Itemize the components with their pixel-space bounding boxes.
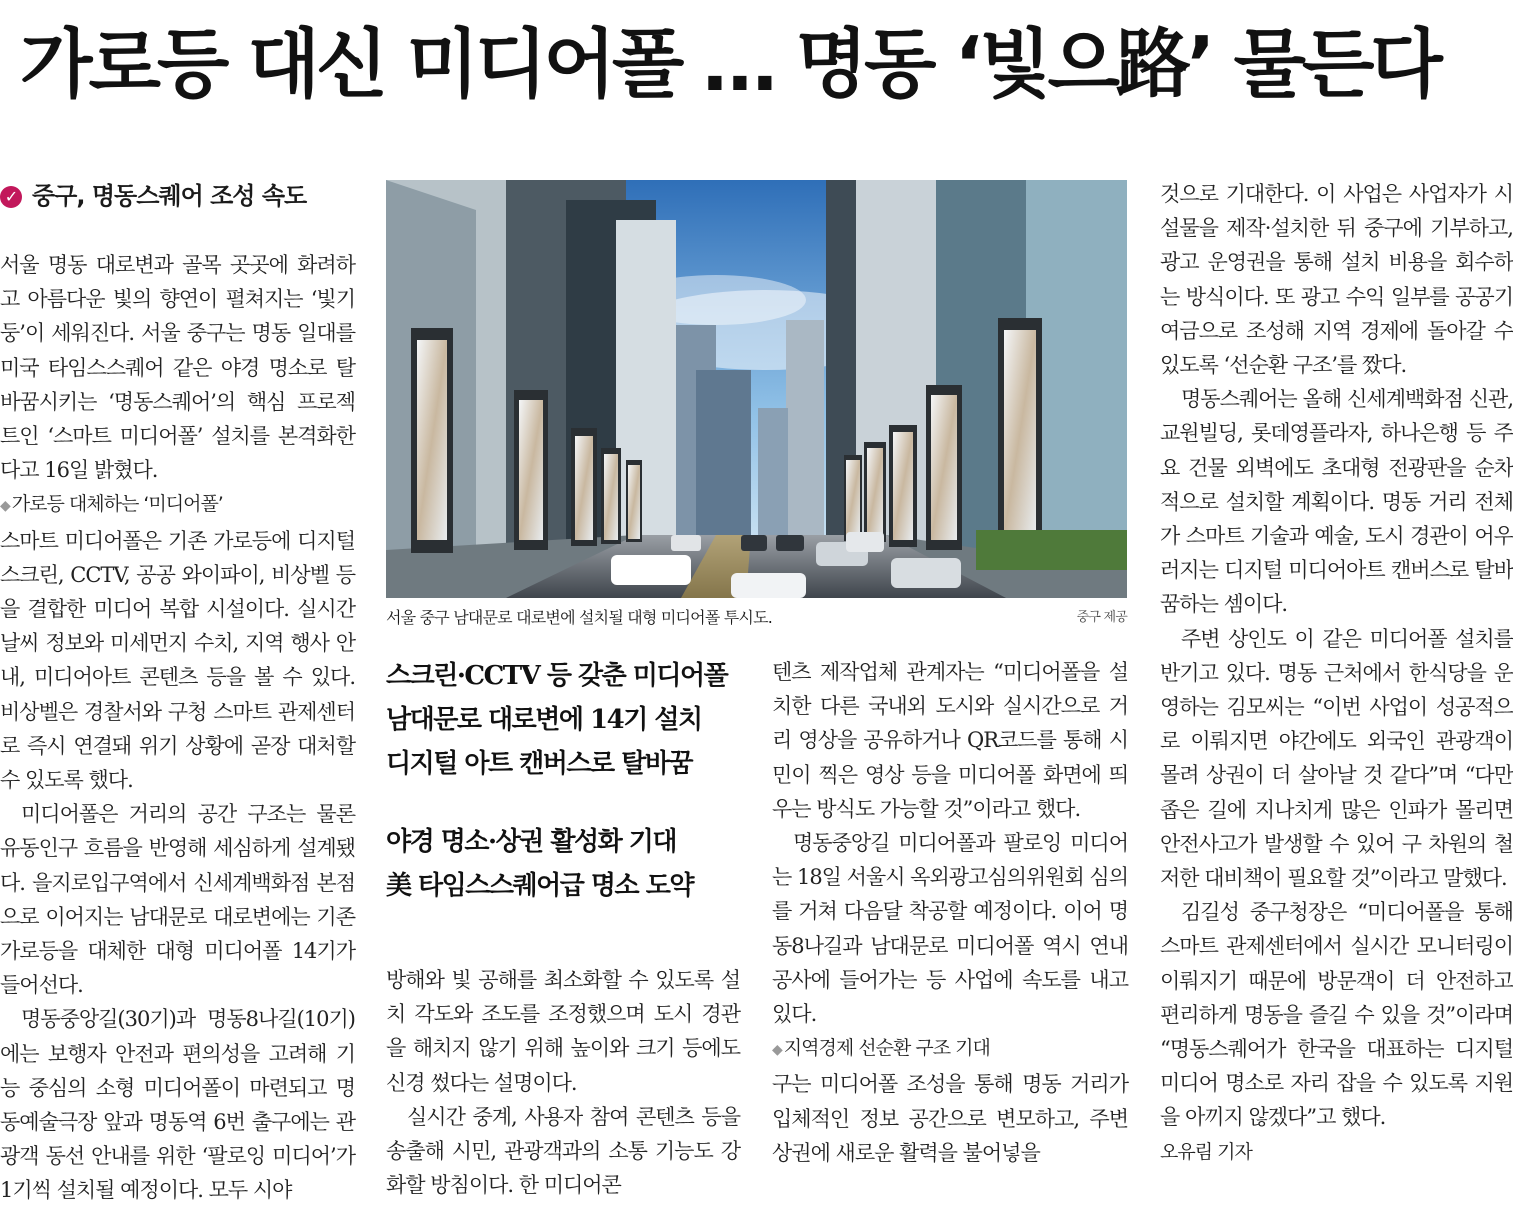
headline: 가로등 대신 미디어폴 … 명동 ‘빛으路’ 물든다	[20, 20, 1439, 108]
kicker-text: 중구, 명동스퀘어 조성 속도	[32, 182, 307, 210]
body-paragraph: 구는 미디어폴 조성을 통해 명동 거리가 입체적인 정보 공간으로 변모하고, 주변 상권에 새로운 활력을 불어넣을	[772, 1072, 1128, 1165]
body-paragraph: 실시간 중계, 사용자 참여 콘텐츠 등을 송출해 시민, 관광객과의 소통 기능도 강화할 방침이다. 한 미디어콘	[386, 1104, 740, 1198]
deck-line: 美 타임스스퀘어급 명소 도약	[386, 871, 693, 901]
article-column-2	[386, 963, 740, 1202]
article-column-1	[0, 248, 355, 1208]
photo-caption	[386, 603, 1127, 633]
body-paragraph: 서울 명동 대로변과 골목 곳곳에 화려하고 아름다운 빛의 향연이 펼쳐지는 ‘빛기둥’이 세워진다. 서울 중구는 명동 일대를 미국 타임스스퀘어 같은 야경 명소로 탈바꿈시키는 ‘명동스퀘어’의 핵심 프로젝트인 ‘스마트 미디어폴’ 설치를 본격화한다고 16일 밝혔다.	[0, 253, 355, 483]
media-pole-rendering-image	[386, 180, 1127, 598]
body-paragraph: 주변 상인도 이 같은 미디어폴 설치를 반기고 있다. 명동 근처에서 한식당을 운영하는 김모씨는 “이번 사업이 성공적으로 이뤄지면 야간에도 외국인 관광객이 몰려 상권이 더 살아날 것 같다”며 “다만 좁은 길에 지나치게 많은 인파가 몰리면 안전사고가 발생할 수 있어 구 차원의 철저한 대비책이 필요할 것”이라고 말했다.	[1160, 626, 1513, 891]
article-column-3	[772, 655, 1128, 1170]
checkmark-icon: ✓	[0, 186, 22, 208]
diamond-icon: ◆	[772, 1042, 782, 1059]
subheading: ◆ 가로등 대체하는 ‘미디어폴’	[0, 493, 223, 516]
photo-credit: 중구 제공	[1076, 610, 1127, 625]
body-paragraph: 미디어폴은 거리의 공간 구조는 물론 유동인구 흐름을 반영해 세심하게 설계됐다. 을지로입구역에서 신세계백화점 본점으로 이어지는 남대문로 대로변에는 기존 가로등을 대체한 대형 미디어폴 14기가 들어선다.	[0, 802, 355, 998]
deck-line: 야경 명소·상권 활성화 기대	[386, 827, 676, 857]
deck-line: 디지털 아트 캔버스로 탈바꿈	[386, 749, 693, 779]
article-photo	[386, 180, 1127, 598]
body-paragraph: 것으로 기대한다. 이 사업은 사업자가 시설물을 제작·설치한 뒤 중구에 기부하고, 광고 운영권을 통해 설치 비용을 회수하는 방식이다. 또 광고 수익 일부를 공공기여금으로 조성해 지역 경제에 돌아갈 수 있도록 ‘선순환 구조’를 짰다.	[1160, 182, 1513, 378]
diamond-icon: ◆	[0, 498, 10, 515]
body-paragraph: 명동중앙길(30기)과 명동8나길(10기)에는 보행자 안전과 편의성을 고려해 기능 중심의 소형 미디어폴이 마련되고 명동예술극장 앞과 명동역 6번 출구에는 관광객 동선 안내를 위한 ‘팔로잉 미디어’가 1기씩 설치될 예정이다. 모두 시야	[0, 1007, 355, 1203]
kicker	[0, 176, 360, 216]
deck-line: 남대문로 대로변에 14기 설치	[386, 705, 702, 735]
body-paragraph: 명동스퀘어는 올해 신세계백화점 신관, 교원빌딩, 롯데영플라자, 하나은행 등 주요 건물 외벽에도 초대형 전광판을 순차적으로 설치할 계획이다. 명동 거리 전체가 스마트 기술과 예술, 도시 경관이 어우러지는 디지털 미디어아트 캔버스로 탈바꿈하는 셈이다.	[1160, 387, 1513, 617]
body-paragraph: 텐츠 제작업체 관계자는 “미디어폴을 설치한 다른 국내외 도시와 실시간으로 거리 영상을 공유하거나 QR코드를 통해 시민이 찍은 영상 등을 미디어폴 화면에 띄우는 방식도 가능할 것”이라고 했다.	[772, 660, 1128, 821]
article-column-4	[1160, 177, 1513, 1169]
sub-headlines	[386, 654, 746, 908]
subheading: ◆ 지역경제 선순환 구조 기대	[772, 1037, 990, 1060]
body-paragraph: 명동중앙길 미디어폴과 팔로잉 미디어는 18일 서울시 옥외광고심의위원회 심의를 거쳐 다음달 착공할 예정이다. 이어 명동8나길과 남대문로 미디어폴 역시 연내 공사에 들어가는 등 사업에 속도를 내고 있다.	[772, 831, 1128, 1027]
deck-line: 스크린·CCTV 등 갖춘 미디어폴	[386, 661, 728, 691]
caption-text: 서울 중구 남대문로 대로변에 설치될 대형 미디어폴 투시도.	[386, 608, 773, 627]
body-paragraph: 스마트 미디어폴은 기존 가로등에 디지털 스크린, CCTV, 공공 와이파이, 비상벨 등을 결합한 미디어 복합 시설이다. 실시간 날씨 정보와 미세먼지 수치, 지역 행사 안내, 미디어아트 콘텐츠 등을 볼 수 있다. 비상벨은 경찰서와 구청 스마트 관제센터로 즉시 연결돼 위기 상황에 곧장 대처할 수 있도록 했다.	[0, 528, 355, 793]
body-paragraph: 김길성 중구청장은 “미디어폴을 통해 스마트 관제센터에서 실시간 모니터링이 이뤄지기 때문에 방문객이 더 안전하고 편리하게 명동을 즐길 수 있을 것”이라며 “명동스퀘어가 한국을 대표하는 디지털 미디어 명소로 자리 잡을 수 있도록 지원을 아끼지 않겠다”고 했다.	[1160, 900, 1513, 1130]
body-paragraph: 방해와 빛 공해를 최소화할 수 있도록 설치 각도와 조도를 조정했으며 도시 경관을 해치지 않기 위해 높이와 크기 등에도 신경 썼다는 설명이다.	[386, 968, 740, 1095]
byline: 오유림 기자	[1160, 1140, 1252, 1163]
